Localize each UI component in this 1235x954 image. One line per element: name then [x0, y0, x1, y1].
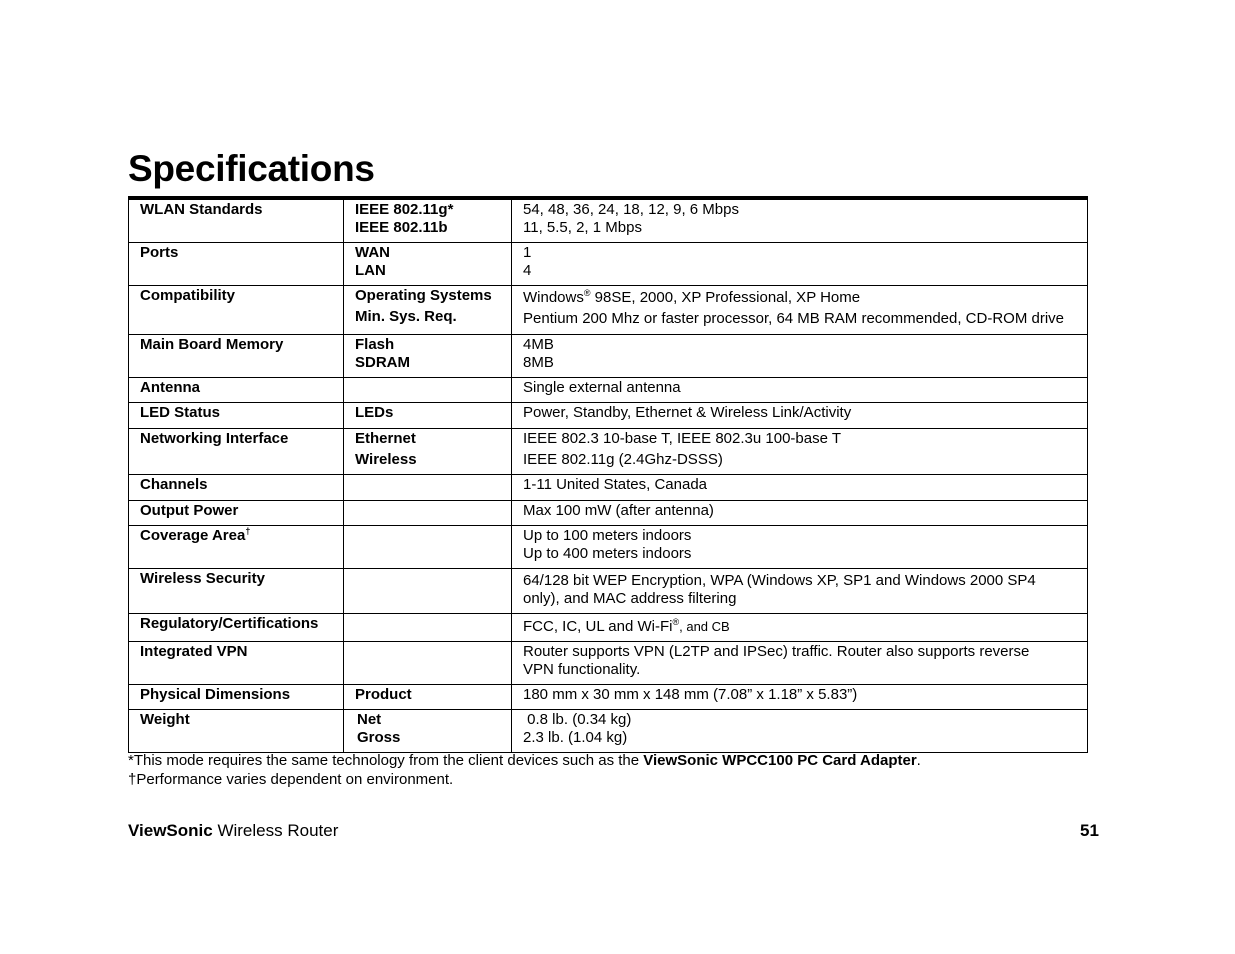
spec-value-line: 4MB	[523, 336, 554, 353]
spec-subitem	[344, 569, 512, 614]
registered-mark: ®	[672, 617, 680, 627]
spec-value-line: 2.3 lb. (1.04 kg)	[523, 729, 628, 746]
spec-label: Physical Dimensions	[129, 685, 344, 710]
spec-value-line: 1	[523, 244, 532, 261]
spec-label: Channels	[129, 475, 344, 501]
cert-list: FCC, IC, UL and Wi-Fi	[523, 618, 673, 635]
spec-value: Power, Standby, Ethernet & Wireless Link/Activity	[512, 403, 1088, 429]
spec-value-line: VPN functionality.	[523, 661, 641, 678]
spec-subitem	[344, 429, 512, 475]
spec-value-line: IEEE 802.3 10-base T, IEEE 802.3u 100-base T	[523, 430, 841, 447]
dagger-mark: †	[245, 526, 251, 536]
spec-subitem	[344, 710, 512, 753]
spec-subitem	[344, 642, 512, 685]
spec-label: LED Status	[129, 403, 344, 429]
table-row	[129, 403, 1088, 429]
footnote-compatibility	[128, 751, 921, 770]
cert-list-tail: , and CB	[679, 619, 730, 634]
table-row	[129, 335, 1088, 378]
table-row	[129, 642, 1088, 685]
spec-subitem-line: Wireless	[355, 451, 417, 468]
os-versions: 98SE, 2000, XP Professional, XP Home	[590, 289, 861, 306]
spec-subitem-line: IEEE 802.11b	[355, 219, 448, 236]
spec-label: WLAN Standards	[129, 200, 344, 243]
spec-label: Antenna	[129, 378, 344, 403]
footnote-period: .	[916, 752, 921, 769]
footer-title	[128, 821, 338, 841]
table-row	[129, 710, 1088, 753]
spec-subitem-line: Net	[357, 711, 382, 728]
table-row	[129, 429, 1088, 475]
table-row	[129, 286, 1088, 335]
spec-value	[512, 614, 1088, 642]
spec-value-line: 11, 5.5, 2, 1 Mbps	[523, 219, 642, 236]
spec-subitem-line: Ethernet	[355, 430, 416, 447]
spec-subitem-line: Flash	[355, 336, 395, 353]
spec-subitem	[344, 526, 512, 569]
table-row	[129, 614, 1088, 642]
spec-value-line: Router supports VPN (L2TP and IPSec) traffic. Router also supports reverse	[523, 643, 1030, 660]
table-row	[129, 475, 1088, 501]
spec-value-line: Up to 100 meters indoors	[523, 527, 692, 544]
spec-value-line: 0.8 lb. (0.34 kg)	[523, 711, 632, 728]
spec-label: Regulatory/Certifications	[129, 614, 344, 642]
spec-value	[512, 429, 1088, 475]
spec-value	[512, 642, 1088, 685]
table-row	[129, 685, 1088, 710]
spec-label: Main Board Memory	[129, 335, 344, 378]
table-row	[129, 526, 1088, 569]
spec-label: Compatibility	[129, 286, 344, 335]
spec-value-line	[523, 618, 1079, 636]
spec-value: Single external antenna	[512, 378, 1088, 403]
spec-subitem	[344, 614, 512, 642]
spec-subitem	[344, 200, 512, 243]
footnote-performance: †Performance varies dependent on environment.	[128, 771, 454, 788]
spec-label-text: Coverage Area	[140, 527, 246, 544]
table-row	[129, 569, 1088, 614]
spec-value	[512, 243, 1088, 286]
table-row	[129, 243, 1088, 286]
spec-label: Networking Interface	[129, 429, 344, 475]
spec-value	[512, 335, 1088, 378]
spec-subitem: LEDs	[344, 403, 512, 429]
table-row	[129, 378, 1088, 403]
spec-subitem-line: Min. Sys. Req.	[355, 308, 457, 325]
table-row	[129, 501, 1088, 526]
spec-value-line: 64/128 bit WEP Encryption, WPA (Windows XP, SP1 and Windows 2000 SP4	[523, 572, 1036, 589]
spec-subitem	[344, 243, 512, 286]
spec-subitem-line: WAN	[355, 244, 390, 261]
spec-value: Max 100 mW (after antenna)	[512, 501, 1088, 526]
spec-value	[512, 569, 1088, 614]
spec-label: Weight	[129, 710, 344, 753]
spec-label: Ports	[129, 243, 344, 286]
specifications-table	[128, 199, 1088, 753]
footer-product: Wireless Router	[212, 821, 339, 840]
spec-value-line: Up to 400 meters indoors	[523, 545, 692, 562]
spec-subitem-line: Gross	[357, 729, 401, 746]
spec-subitem-line: IEEE 802.11g*	[355, 201, 454, 218]
spec-label: Integrated VPN	[129, 642, 344, 685]
spec-subitem	[344, 335, 512, 378]
spec-value	[512, 710, 1088, 753]
spec-subitem-line: SDRAM	[355, 354, 410, 371]
spec-value-line: IEEE 802.11g (2.4Ghz-DSSS)	[523, 451, 723, 468]
spec-label: Wireless Security	[129, 569, 344, 614]
spec-subitem	[344, 286, 512, 335]
spec-value-line: only), and MAC address filtering	[523, 590, 737, 607]
page-number: 51	[1080, 821, 1099, 840]
spec-subitem-line: LAN	[355, 262, 386, 279]
spec-value	[512, 526, 1088, 569]
spec-subitem: Product	[344, 685, 512, 710]
spec-value-line: Pentium 200 Mhz or faster processor, 64 MB RAM recommended, CD-ROM drive	[523, 310, 1065, 327]
spec-value	[512, 200, 1088, 243]
spec-subitem	[344, 475, 512, 501]
spec-value-line: 4	[523, 262, 532, 279]
spec-value: 1-11 United States, Canada	[512, 475, 1088, 501]
footer-brand: ViewSonic	[128, 821, 213, 840]
spec-value-line	[523, 289, 1079, 307]
spec-subitem	[344, 501, 512, 526]
spec-label	[129, 526, 344, 569]
footnote-product-name: ViewSonic WPCC100 PC Card Adapter	[643, 752, 917, 769]
spec-subitem-line: Operating Systems	[355, 287, 492, 304]
spec-value	[512, 286, 1088, 335]
os-name: Windows	[523, 289, 584, 306]
spec-value-line: 54, 48, 36, 24, 18, 12, 9, 6 Mbps	[523, 201, 739, 218]
spec-subitem	[344, 378, 512, 403]
spec-value-line: 8MB	[523, 354, 554, 371]
footnotes	[128, 751, 921, 789]
table-row	[129, 200, 1088, 243]
footnote-text: *This mode requires the same technology from the client devices such as the	[128, 752, 644, 769]
registered-mark: ®	[583, 288, 591, 298]
spec-value: 180 mm x 30 mm x 148 mm (7.08” x 1.18” x 5.83”)	[512, 685, 1088, 710]
page-title: Specifications	[128, 148, 375, 189]
spec-label: Output Power	[129, 501, 344, 526]
